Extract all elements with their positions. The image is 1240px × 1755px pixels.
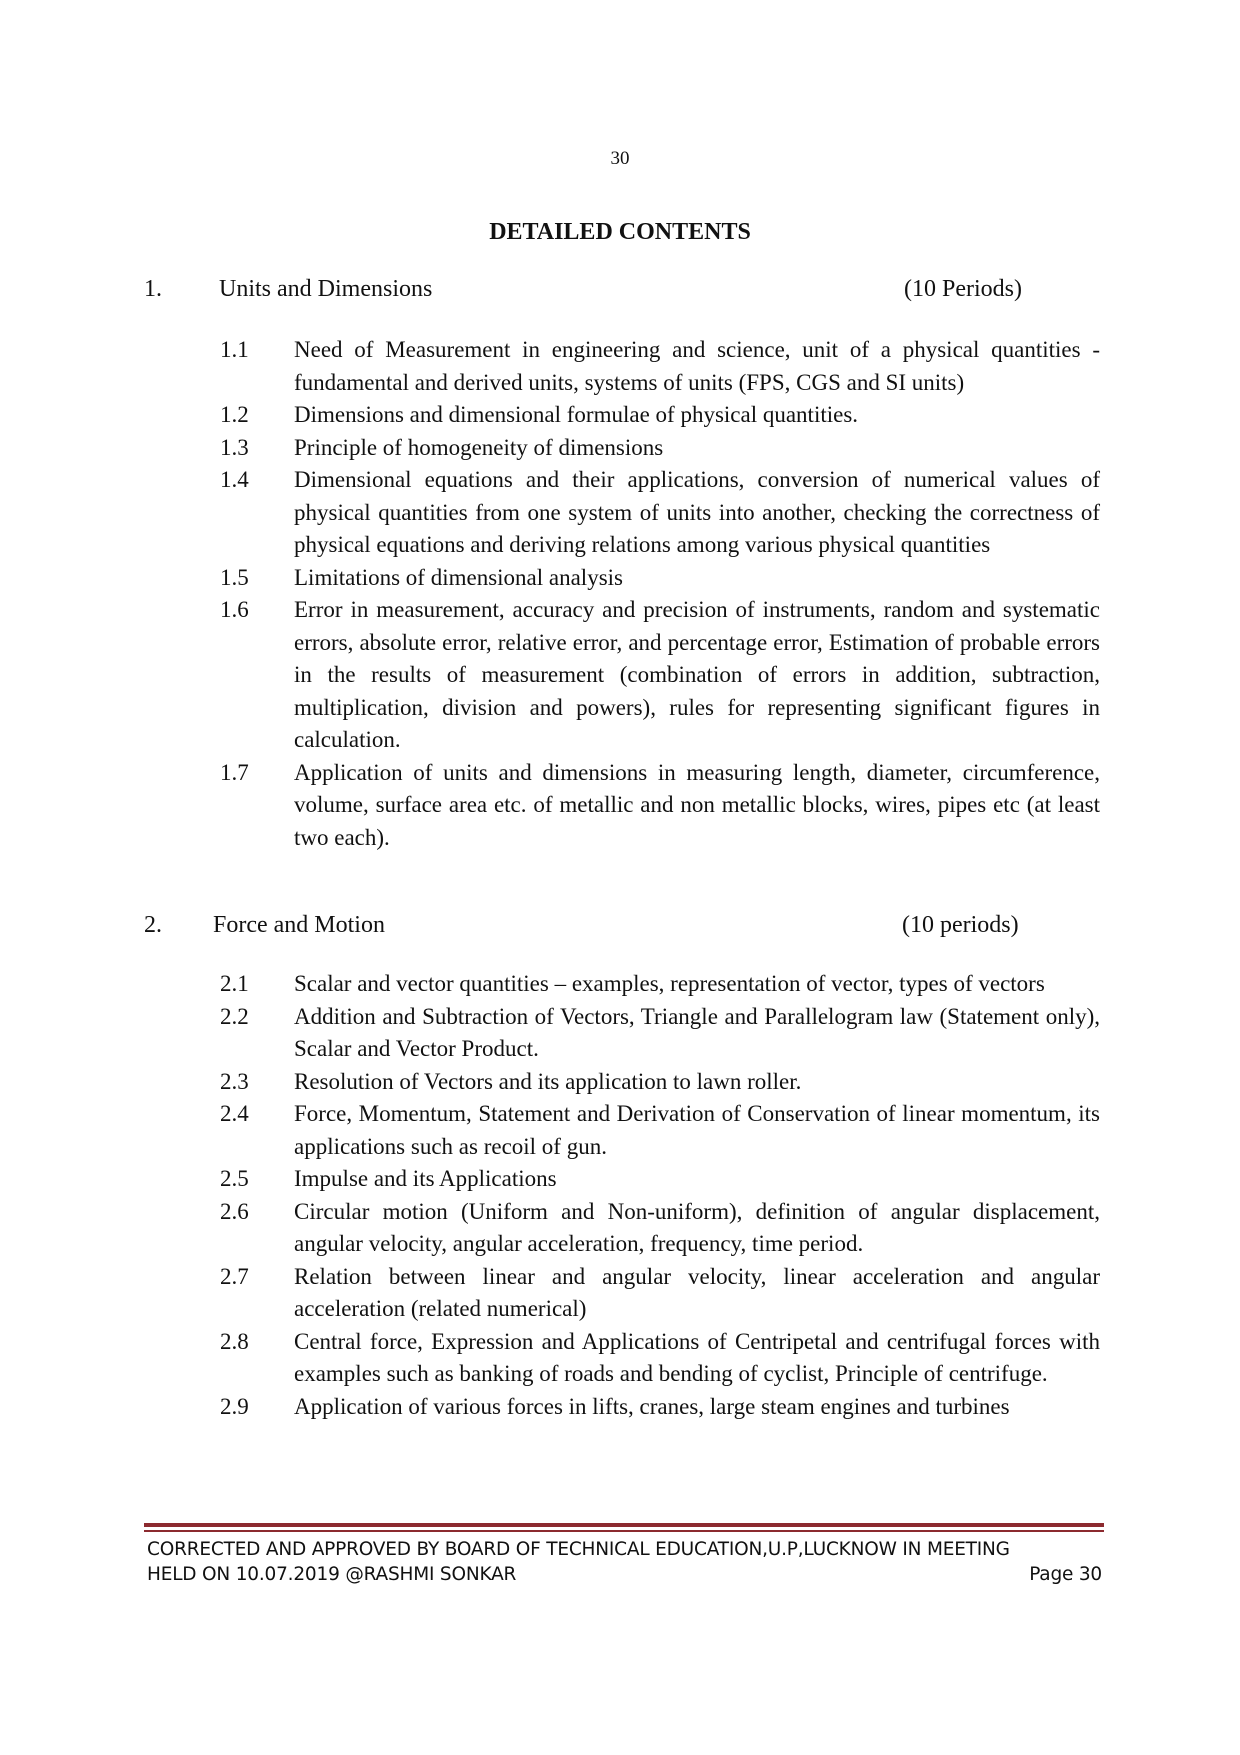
list-item — [220, 1001, 1100, 1066]
item-text: Need of Measurement in engineering and science, unit of a physical quantities - fundamental and derived units, systems of units (FPS, CGS and SI units) — [294, 337, 1100, 395]
list-item — [220, 1261, 1100, 1326]
list-item — [220, 1326, 1100, 1391]
section-title: Units and Dimensions — [219, 276, 433, 302]
item-text: Scalar and vector quantities – examples, representation of vector, types of vectors — [294, 971, 1045, 996]
item-number: 1.5 — [220, 564, 249, 590]
item-text: Central force, Expression and Applications of Centripetal and centrifugal forces with examples such as banking of roads and bending of cyclist, Principle of centrifuge. — [294, 1328, 1100, 1386]
section-1-heading — [144, 276, 1044, 306]
item-text: Dimensional equations and their applications, conversion of numerical values of physical quantities from one system of units into another, checking the correctness of physical equations and deriving relations among various physical quantities — [294, 467, 1100, 557]
item-number: 2.7 — [220, 1263, 249, 1289]
footer-rule-thick — [144, 1523, 1104, 1527]
page-number: 30 — [610, 148, 630, 169]
item-text: Impulse and its Applications — [294, 1166, 557, 1191]
item-text: Limitations of dimensional analysis — [294, 564, 623, 590]
section-periods: (10 Periods) — [904, 276, 1022, 302]
section-2-heading — [144, 912, 1044, 942]
list-item — [220, 1066, 1100, 1099]
item-text: Addition and Subtraction of Vectors, Triangle and Parallelogram law (Statement only), Scalar and Vector Product. — [294, 1003, 1100, 1061]
footer-approval-line: CORRECTED AND APPROVED BY BOARD OF TECHNICAL EDUCATION,U.P,LUCKNOW IN MEETING — [147, 1539, 1010, 1560]
item-number: 2.6 — [220, 1198, 249, 1224]
list-item — [220, 1196, 1100, 1261]
item-number: 1.2 — [220, 402, 249, 427]
section-title: Force and Motion — [213, 912, 385, 938]
item-number: 1.1 — [220, 337, 249, 362]
item-number: 2.3 — [220, 1068, 249, 1094]
list-item — [220, 562, 1100, 595]
list-item — [220, 399, 1100, 432]
list-item — [220, 334, 1100, 399]
item-number: 1.3 — [220, 434, 249, 460]
item-text: Resolution of Vectors and its application to lawn roller. — [294, 1068, 802, 1094]
section-number: 2. — [144, 912, 162, 938]
item-text: Relation between linear and angular velocity, linear acceleration and angular acceleration (related numerical) — [294, 1263, 1100, 1321]
item-text: Circular motion (Uniform and Non-uniform), definition of angular displacement, angular velocity, angular acceleration, frequency, time period. — [294, 1198, 1100, 1256]
item-text: Dimensions and dimensional formulae of physical quantities. — [294, 402, 859, 427]
item-number: 1.7 — [220, 759, 249, 785]
list-item — [220, 432, 1100, 465]
item-number: 1.6 — [220, 597, 249, 622]
section-periods: (10 periods) — [902, 912, 1019, 938]
section-number: 1. — [144, 276, 162, 302]
footer-rule-thin — [144, 1530, 1104, 1532]
item-number: 2.9 — [220, 1393, 249, 1419]
section-2-items — [220, 968, 1100, 1423]
list-item — [220, 464, 1100, 562]
list-item — [220, 757, 1100, 855]
footer-second-line — [147, 1562, 1102, 1587]
list-item — [220, 968, 1100, 1001]
item-number: 2.5 — [220, 1166, 249, 1191]
item-text: Application of units and dimensions in measuring length, diameter, circumference, volume, surface area etc. of metallic and non metallic blocks, wires, pipes etc (at least two each). — [294, 759, 1100, 850]
item-number: 2.4 — [220, 1101, 249, 1126]
item-text: Application of various forces in lifts, cranes, large steam engines and turbines — [294, 1393, 1010, 1419]
footer-page-label: Page 30 — [1029, 1564, 1102, 1585]
page-title: DETAILED CONTENTS — [489, 219, 751, 245]
footer-meeting-line: HELD ON 10.07.2019 @RASHMI SONKAR — [147, 1564, 517, 1585]
list-item — [220, 1163, 1100, 1196]
item-text: Force, Momentum, Statement and Derivation of Conservation of linear momentum, its applications such as recoil of gun. — [294, 1101, 1100, 1159]
list-item — [220, 1391, 1100, 1424]
list-item — [220, 594, 1100, 757]
item-number: 2.8 — [220, 1328, 249, 1354]
footer — [147, 1537, 1102, 1587]
item-text: Principle of homogeneity of dimensions — [294, 434, 664, 460]
item-number: 1.4 — [220, 467, 249, 492]
list-item — [220, 1098, 1100, 1163]
item-text: Error in measurement, accuracy and precision of instruments, random and systematic errors, absolute error, relative error, and percentage error, Estimation of probable errors in the results of measurement (combination of errors in addition, subtraction, multiplication, division and powers), rules for representing significant figures in calculation. — [294, 597, 1100, 752]
section-1-items — [220, 334, 1100, 854]
item-number: 2.2 — [220, 1003, 249, 1029]
item-number: 2.1 — [220, 971, 249, 996]
